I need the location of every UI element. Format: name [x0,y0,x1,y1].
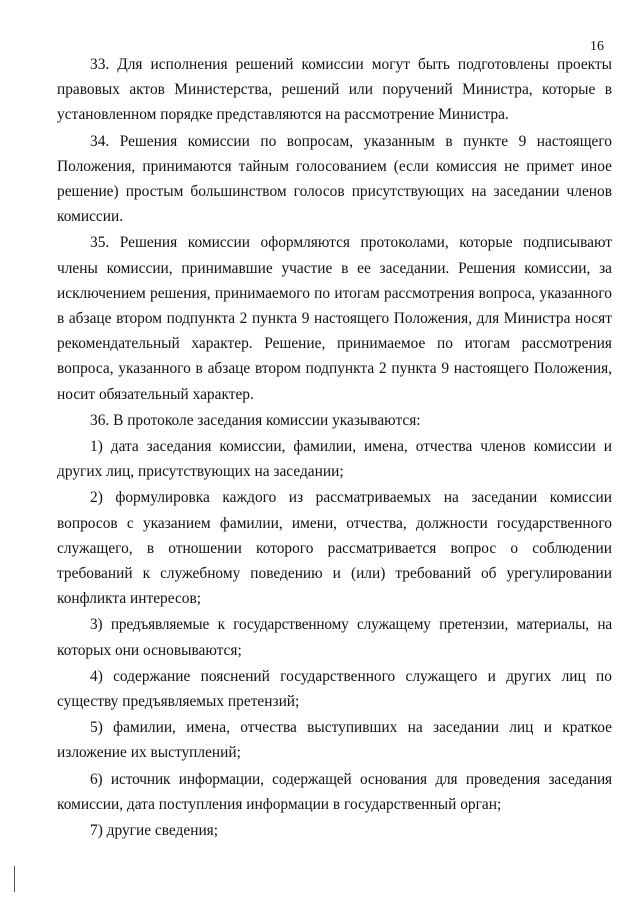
text-line: члены комиссии, принимавшие участие в ее заседании. Решения комиссии, за [57,259,612,277]
text-line: 36. В протоколе заседания комиссии указываются: [90,411,421,429]
text-line: 1) дата заседания комиссии, фамилии, имена, отчества членов комиссии и [90,438,612,456]
text-line: 35. Решения комиссии оформляются протоколами, которые подписывают [90,234,612,252]
list-item-2 [57,485,612,611]
document-body [57,52,612,844]
paragraph-33 [57,52,612,128]
text-line: установленном порядке представляются на рассмотрение Министра. [57,106,509,124]
text-line: Положения, принимаются тайным голосованием (если комиссия не примет иное [57,157,612,175]
paragraph-35 [57,230,612,406]
text-line: 6) источник информации, содержащей основания для проведения заседания [90,770,612,788]
text-line: существу предъявляемых претензий; [57,693,300,711]
text-line: правовых актов Министерства, решений или поручений Министра, которые в [57,81,612,99]
text-line: 34. Решения комиссии по вопросам, указанным в пункте 9 настоящего [90,132,612,150]
scan-edge-mark [14,866,15,892]
text-line: конфликта интересов; [57,590,202,608]
text-line: изложение их выступлений; [57,744,241,762]
text-line: решение) простым большинством голосов присутствующих на заседании членов [57,183,612,201]
text-line: комиссии. [57,208,124,226]
text-line: вопросов с указанием фамилии, имени, отчества, должности государственного [57,514,612,532]
text-line: рекомендательный характер. Решение, принимаемое по итогам рассмотрения [57,335,612,353]
list-item-7 [57,818,612,843]
list-item-3 [57,612,612,662]
text-line: в абзаце втором подпункта 2 пункта 9 настоящего Положения, для Министра носят [57,310,612,328]
list-item-4 [57,664,612,714]
list-item-5 [57,715,612,765]
text-line: служащего, в отношении которого рассматривается вопрос о соблюдении [57,539,612,557]
text-line: других лиц, присутствующих на заседании; [57,463,344,481]
text-line: 33. Для исполнения решений комиссии могут быть подготовлены проекты [90,56,612,73]
text-line: вопроса, указанного в абзаце втором подпункта 2 пункта 9 настоящего Положения, [57,360,612,378]
text-line: которых они основываются; [57,641,242,659]
text-line: 4) содержание пояснений государственного служащего и других лиц по [90,667,612,685]
paragraph-36 [57,408,612,433]
text-line: 3) предъявляемые к государственному служащему претензии, материалы, на [90,616,612,634]
paragraph-34 [57,129,612,230]
text-line: исключением решения, принимаемого по итогам рассмотрения вопроса, указанного [57,284,612,302]
page-number: 16 [590,39,604,54]
text-line: комиссии, дата поступления информации в государственный орган; [57,795,502,813]
text-line: 5) фамилии, имена, отчества выступивших на заседании лиц и краткое [90,719,612,737]
list-item-6 [57,767,612,817]
text-line: требований к служебному поведению и (или) требований об урегулировании [57,565,612,583]
text-line: 2) формулировка каждого из рассматриваемых на заседании комиссии [90,489,612,507]
text-line: носит обязательный характер. [57,385,254,403]
text-line: 7) другие сведения; [90,822,219,840]
list-item-1 [57,434,612,484]
